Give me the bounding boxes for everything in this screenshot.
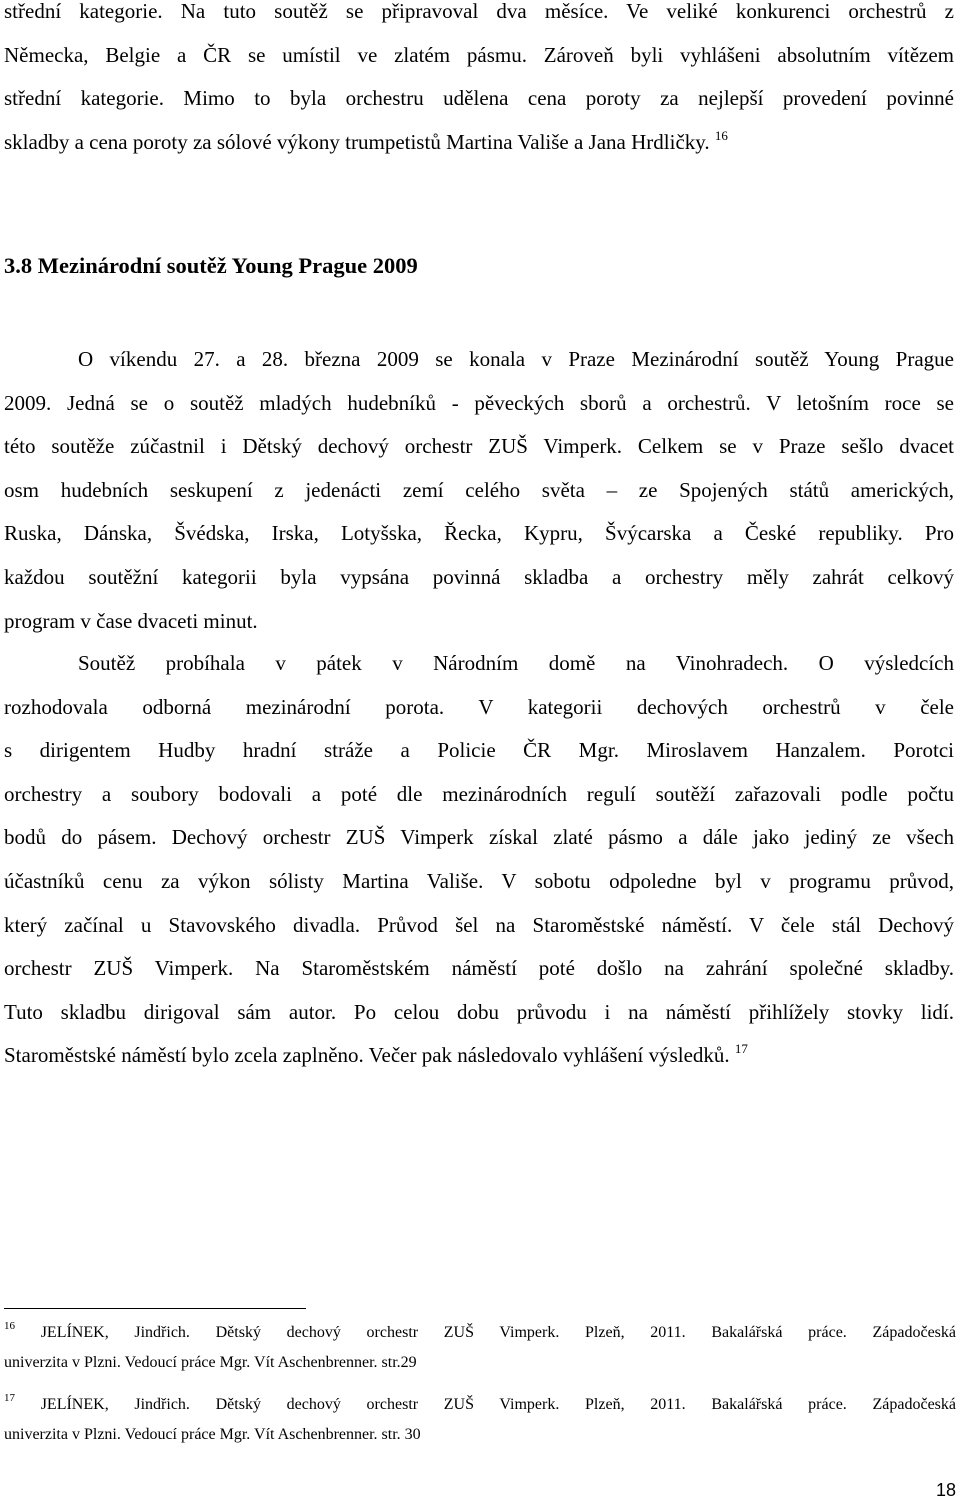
text-line: bodů do pásem. Dechový orchestr ZUŠ Vimperk získal zlaté pásmo a dále jako jediný ze všech — [4, 825, 954, 850]
text-line: orchestry a soubory bodovali a poté dle mezinárodních regulí soutěží zařazovali podle počtu — [4, 781, 954, 806]
text-line: program v čase dvaceti minut. — [4, 608, 258, 633]
footnote-text: JELÍNEK, Jindřich. Dětský dechový orchestr ZUŠ Vimperk. Plzeň, 2011. Bakalářská práce. Západočeská — [40, 1324, 956, 1341]
footnote-line — [4, 1390, 956, 1420]
text-line — [4, 121, 954, 165]
footnote-number: 16 — [4, 1320, 15, 1332]
text-line: orchestr ZUŠ Vimperk. Na Staroměstském náměstí poté došlo na zahrání společné skladby. — [4, 956, 954, 981]
text-line: rozhodovala odborná mezinárodní porota. V kategorii dechových orchestrů v čele — [4, 694, 954, 719]
page-number: 18 — [935, 1480, 956, 1500]
text-line: 2009. Jedná se o soutěž mladých hudebníků - pěveckých sborů a orchestrů. V letošním roce se — [4, 390, 954, 415]
footnote-line: univerzita v Plzni. Vedoucí práce Mgr. Vít Aschenbrenner. str.29 — [4, 1354, 417, 1371]
paragraph-intro — [4, 0, 954, 164]
text-line: střední kategorie. Mimo to byla orchestru udělena cena poroty za nejlepší provedení povinné — [4, 86, 954, 111]
footnote-reference: 16 — [714, 127, 728, 143]
text-line: Soutěž probíhala v pátek v Národním domě na Vinohradech. O výsledcích — [78, 651, 954, 675]
text-line — [4, 1034, 954, 1078]
footnote-number: 17 — [4, 1392, 15, 1404]
footnote-line — [4, 1318, 956, 1348]
paragraph-young-prague — [4, 338, 954, 643]
text-line: Ruska, Dánska, Švédska, Irska, Lotyšska, Řecka, Kypru, Švýcarska a České republiky. Pro — [4, 521, 954, 546]
text-line: Tuto skladbu dirigoval sám autor. Po celou dobu průvodu i na náměstí přihlížely stovky lidí. — [4, 999, 954, 1024]
text-line: který začínal u Stavovského divadla. Průvod šel na Staroměstské náměstí. V čele stál Dechový — [4, 912, 954, 937]
footnote-16 — [4, 1318, 956, 1378]
paragraph-competition-results — [4, 642, 954, 1078]
footnote-text: JELÍNEK, Jindřich. Dětský dechový orchestr ZUŠ Vimperk. Plzeň, 2011. Bakalářská práce. Západočeská — [40, 1396, 956, 1413]
footnote-separator — [4, 1308, 306, 1309]
footnote-reference: 17 — [734, 1041, 748, 1057]
text-line: Německa, Belgie a ČR se umístil ve zlatém pásmu. Zároveň byli vyhlášeni absolutním vítězem — [4, 42, 954, 67]
text-line-content: skladby a cena poroty za sólové výkony trumpetistů Martina Vališe a Jana Hrdličky. — [4, 129, 710, 154]
text-line: střední kategorie. Na tuto soutěž se připravoval dva měsíce. Ve veliké konkurenci orchestrů z — [4, 0, 954, 23]
text-line: O víkendu 27. a 28. března 2009 se konala v Praze Mezinárodní soutěž Young Prague — [78, 347, 954, 371]
text-line: osm hudebních seskupení z jedenácti zemí celého světa – ze Spojených států amerických, — [4, 477, 954, 502]
footnote-17 — [4, 1390, 956, 1450]
section-heading: 3.8 Mezinárodní soutěž Young Prague 2009 — [4, 253, 418, 278]
text-line-content: Staroměstské náměstí bylo zcela zaplněno. Večer pak následovalo vyhlášení výsledků. — [4, 1043, 730, 1068]
text-line: s dirigentem Hudby hradní stráže a Policie ČR Mgr. Miroslavem Hanzalem. Porotci — [4, 738, 954, 763]
footnote-line: univerzita v Plzni. Vedoucí práce Mgr. Vít Aschenbrenner. str. 30 — [4, 1426, 421, 1443]
text-line: této soutěže zúčastnil i Dětský dechový orchestr ZUŠ Vimperk. Celkem se v Praze sešlo dvacet — [4, 434, 954, 459]
text-line: každou soutěžní kategorii byla vypsána povinná skladba a orchestry měly zahrát celkový — [4, 564, 954, 589]
text-line: účastníků cenu za výkon sólisty Martina Vališe. V sobotu odpoledne byl v programu průvod, — [4, 868, 954, 893]
